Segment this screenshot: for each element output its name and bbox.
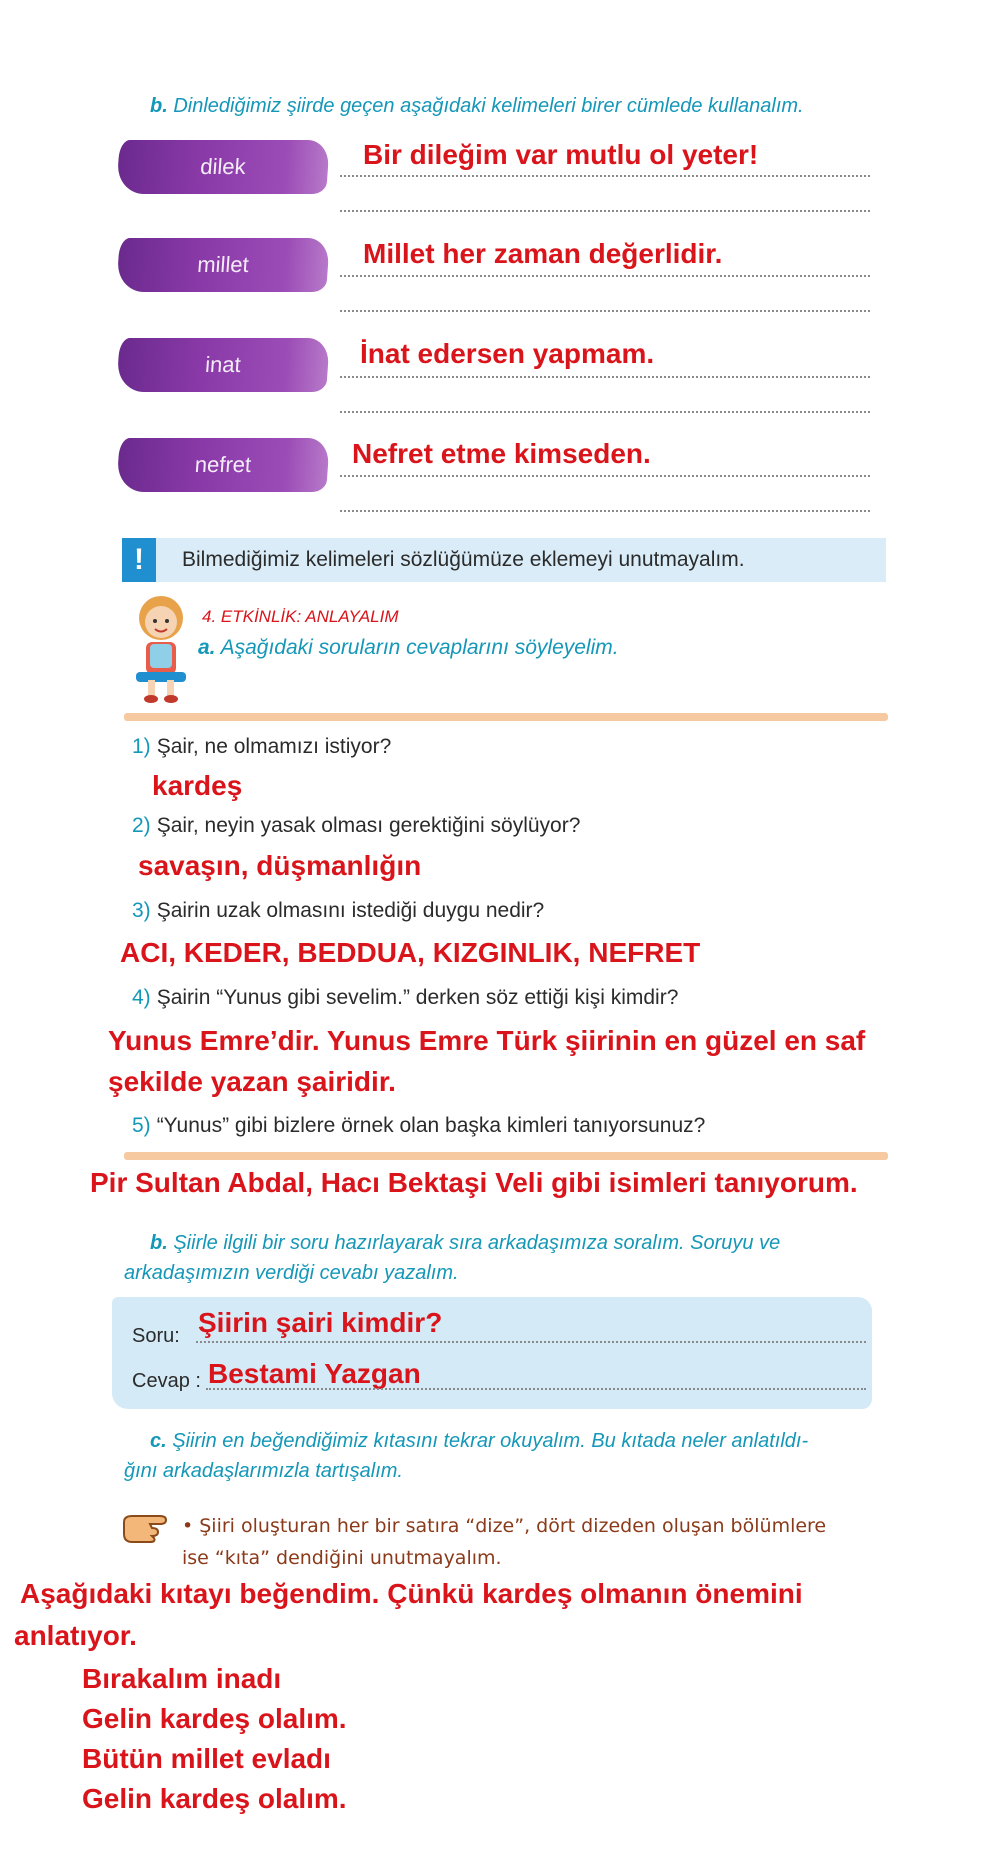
part-b-text: Şiirle ilgili bir soru hazırlayarak sıra arkadaşımıza soralım. Soruyu ve: [173, 1232, 781, 1254]
answer-5: Pir Sultan Abdal, Hacı Bektaşi Veli gibi isimleri tanıyorum.: [90, 1167, 858, 1198]
sentence-millet: Millet her zaman değerlidir.: [363, 238, 723, 269]
write-line: [206, 1388, 866, 1390]
activity-a-letter: a.: [198, 636, 216, 659]
question-2: 2) Şair, neyin yasak olması gerektiğini söylüyor?: [132, 814, 581, 837]
question-5: 5) “Yunus” gibi bizlere örnek olan başka kimleri tanıyorsunuz?: [132, 1114, 706, 1137]
final-answer-line1: Aşağıdaki kıtayı beğendim. Çünkü kardeş olmanın önemini: [20, 1578, 803, 1609]
activity-a-text: Aşağıdaki soruların cevaplarını söyleyelim.: [220, 636, 619, 659]
section-b-letter: b.: [150, 95, 168, 117]
answer-4-line2: şekilde yazan şairidir.: [108, 1066, 396, 1097]
exclamation-icon: !: [122, 538, 156, 582]
write-line: [340, 210, 870, 212]
cevap-label: Cevap :: [132, 1370, 201, 1392]
sentence-inat: İnat edersen yapmam.: [360, 338, 655, 369]
write-line: [340, 310, 870, 312]
activity-title: 4. ETKİNLİK: ANLAYALIM: [202, 607, 399, 626]
question-4: 4) Şairin “Yunus gibi sevelim.” derken söz ettiği kişi kimdir?: [132, 986, 679, 1009]
section-divider: [124, 713, 888, 721]
write-line: [340, 175, 870, 177]
part-c-line2: ğını arkadaşlarımızla tartışalım.: [124, 1460, 403, 1482]
write-line: [340, 510, 870, 512]
note-line1: • Şiiri oluşturan her bir satıra “dize”, dört dizeden oluşan bölümlere: [182, 1515, 827, 1537]
answer-2: savaşın, düşmanlığın: [138, 850, 422, 881]
sentence-dilek: Bir dileğim var mutlu ol yeter!: [363, 139, 759, 170]
sentence-nefret: Nefret etme kimseden.: [352, 438, 651, 469]
soru-label: Soru:: [132, 1325, 180, 1347]
section-divider: [124, 1152, 888, 1160]
part-b-line1: [150, 1232, 780, 1255]
write-line: [340, 275, 870, 277]
part-c-letter: c.: [150, 1430, 167, 1452]
verse-line: Bırakalım inadı: [82, 1663, 282, 1694]
section-b-text: Dinlediğimiz şiirde geçen aşağıdaki kelimeleri birer cümlede kullanalım.: [173, 95, 804, 117]
word-label-inat: inat: [116, 338, 330, 392]
write-line: [340, 376, 870, 378]
section-b-instruction: [150, 95, 804, 118]
note-line2: ise “kıta” dendiğini unutmayalım.: [182, 1547, 502, 1569]
question-3: 3) Şairin uzak olmasını istediği duygu nedir?: [132, 899, 545, 922]
part-b-line2: arkadaşımızın verdiği cevabı yazalım.: [124, 1262, 459, 1284]
verse-line: Gelin kardeş olalım.: [82, 1703, 347, 1734]
final-answer-line2: anlatıyor.: [14, 1620, 137, 1651]
write-line: [340, 411, 870, 413]
cevap-answer: Bestami Yazgan: [208, 1358, 421, 1389]
word-label-millet: millet: [116, 238, 330, 292]
word-label-nefret: nefret: [116, 438, 330, 492]
part-b-letter: b.: [150, 1232, 168, 1254]
write-line: [340, 475, 870, 477]
soru-answer: Şiirin şairi kimdir?: [198, 1307, 443, 1338]
activity-a-instruction: [198, 636, 619, 660]
verse-line: Bütün millet evladı: [82, 1743, 331, 1774]
girl-illustration: [126, 592, 196, 704]
answer-1: kardeş: [152, 770, 243, 801]
question-1: 1) Şair, ne olmamızı istiyor?: [132, 735, 392, 758]
word-label-dilek: dilek: [116, 140, 330, 194]
verse-line: Gelin kardeş olalım.: [82, 1783, 347, 1814]
write-line: [196, 1341, 866, 1343]
part-c-line1: [150, 1430, 808, 1453]
answer-4-line1: Yunus Emre’dir. Yunus Emre Türk şiirinin en güzel en saf: [108, 1025, 866, 1056]
answer-3: ACI, KEDER, BEDDUA, KIZGINLIK, NEFRET: [120, 937, 701, 968]
info-text: Bilmediğimiz kelimeleri sözlüğümüze eklemeyi unutmayalım.: [182, 548, 745, 571]
pointing-hand-icon: [120, 1508, 172, 1546]
part-c-text: Şiirin en beğendiğimiz kıtasını tekrar okuyalım. Bu kıtada neler anlatıldı-: [172, 1430, 809, 1452]
